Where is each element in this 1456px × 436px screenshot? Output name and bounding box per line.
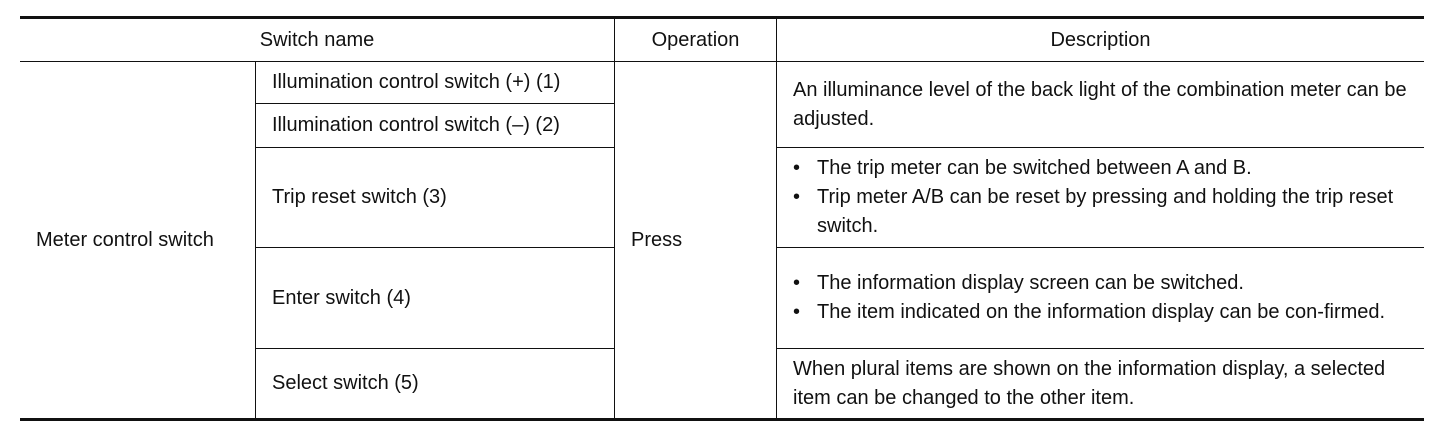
bullet-item: • The trip meter can be switched between A and B. bbox=[793, 154, 1414, 183]
switch-name-cell: Trip reset switch (3) bbox=[272, 186, 447, 208]
switch-name-cell: Illumination control switch (–) (2) bbox=[272, 114, 560, 136]
table-bottom-rule bbox=[20, 418, 1424, 421]
header-description: Description bbox=[1050, 28, 1151, 51]
group-label: Meter control switch bbox=[36, 228, 214, 251]
switch-name-cell: Select switch (5) bbox=[272, 372, 419, 394]
header-switch-name: Switch name bbox=[259, 28, 375, 51]
description-cell bbox=[777, 248, 1424, 348]
bullet-list bbox=[793, 269, 1414, 327]
operation-value: Press bbox=[631, 228, 683, 251]
bullet-list bbox=[793, 154, 1414, 241]
description-text: When plural items are shown on the information display, a selected item can be changed to the other item. bbox=[793, 357, 1386, 409]
description-text: An illuminance level of the back light of the combination meter can be adjusted. bbox=[793, 78, 1407, 130]
bullet-item: • The item indicated on the information display can be con-firmed. bbox=[793, 298, 1414, 327]
switch-name-cell: Enter switch (4) bbox=[272, 286, 411, 309]
bullet-item: • Trip meter A/B can be reset by pressing and holding the trip reset switch. bbox=[793, 183, 1414, 241]
description-cell bbox=[777, 62, 1424, 147]
description-cell bbox=[777, 349, 1424, 418]
switch-name-cell: Illumination control switch (+) (1) bbox=[272, 71, 561, 93]
description-cell bbox=[777, 148, 1424, 247]
header-operation: Operation bbox=[651, 28, 740, 51]
bullet-item: • The information display screen can be switched. bbox=[793, 269, 1414, 298]
